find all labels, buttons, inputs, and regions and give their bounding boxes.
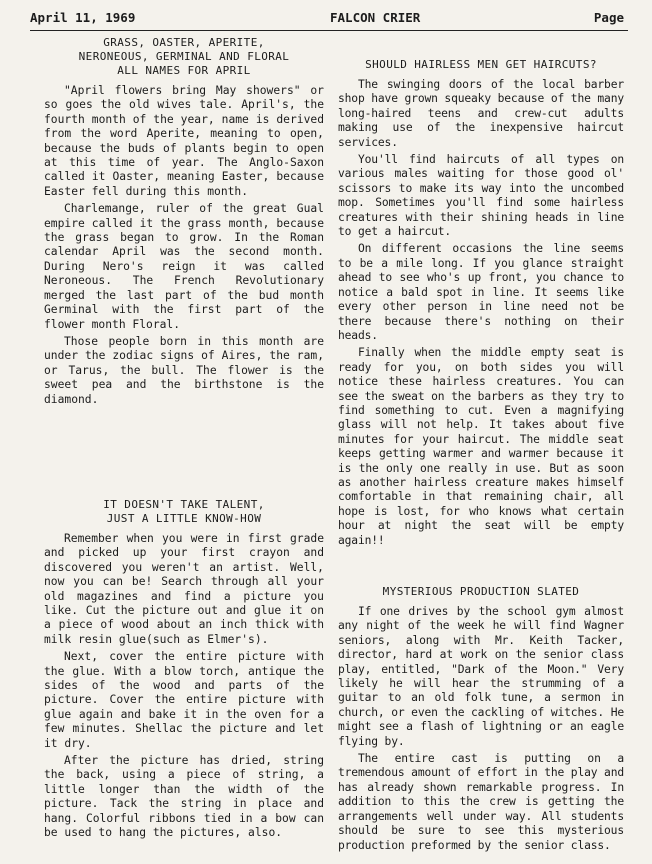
article-paragraph: "April flowers bring May showers" or so goes the old wives tale. April's, the fourth month of the year, name is derived from the word Aperite, meaning to open, because the buds of plants begin to open at this time of year. The Anglo-Saxon called it Oaster, meaning Easter, because Easter fell during this month. xyxy=(44,84,324,198)
article-paragraph: Finally when the middle empty seat is ready for you, on both sides you will notice these hairless creatures. You can see the sweat on the barbers as they try to find something to cut. Even a magnifying glass will not help. It takes about five minutes for your haircut. The middle seat keeps getting warmer and warmer because it is the only one really in use. But as soon as another hairless creature makes himself comfortable in that remaining chair, all hope is lost, for who knows what certain hour at night the seat will be empty again!! xyxy=(338,346,625,547)
article-talent xyxy=(44,498,324,841)
article-production xyxy=(338,585,624,853)
article-headline xyxy=(44,36,324,78)
headline-line: ALL NAMES FOR APRIL xyxy=(117,64,251,77)
article-paragraph: On different occasions the line seems to be a mile long. If you glance straight ahead to see who's up front, you chance to notice a bald spot in line. It seems like every other person in line need not be there because there's nothing on their heads. xyxy=(338,242,624,342)
article-paragraph: The swinging doors of the local barber shop have grown squeaky because of the many long-haired teens and crew-cut adults making use of the inexpensive haircut services. xyxy=(338,78,625,149)
article-paragraph: Remember when you were in first grade and picked up your first crayon and discovered you weren't an artist. Well, now you can be! Search through all your old magazines and find a picture you like. Cut the picture out and glue it on a piece of wood about an inch thick with milk resin glue(such as Elmer's). xyxy=(44,531,324,646)
headline-line: GRASS, OASTER, APERITE, xyxy=(103,36,265,49)
headline-line: MYSTERIOUS PRODUCTION SLATED xyxy=(382,585,580,598)
article-april-names xyxy=(44,36,324,407)
article-headline xyxy=(338,58,624,72)
article-paragraph: Charlemange, ruler of the great Gual empire called it the grass month, because the grass began to grow. In the Roman calendar April was the second month. During Nero's reign it was called Neroneous. The French Revolutionary merged the last part of the bud month Germinal with the first part of the flower month Floral. xyxy=(44,202,324,331)
headline-line: JUST A LITTLE KNOW-HOW xyxy=(106,511,262,525)
article-paragraph: If one drives by the school gym almost any night of the week he will find Wagner seniors, along with Mr. Keith Tacker, director, hard at work on the senior class play, entitled, "Dark of the Moon." Very likely he will hear the strumming of a guitar to an old folk tune, a sermon in church, or even the cackling of witches. He might see a flash of lightning or an eagle flying by. xyxy=(338,605,625,748)
newspaper-name: FALCON CRIER xyxy=(330,10,421,25)
article-headline xyxy=(338,585,624,599)
article-paragraph: You'll find haircuts of all types on various males waiting for those good ol' scissors to make its way into the uncombed mop. Sometimes you'll find some hairless creatures with their shining heads in line to get a haircut. xyxy=(338,153,624,239)
article-paragraph: After the picture has dried, string the back, using a piece of string, a little longer than the width of the picture. Tack the string in place and hang. Colorful ribbons tied in a bow can be used to hang the pictures, also. xyxy=(44,754,324,840)
article-haircuts xyxy=(338,58,624,548)
left-column xyxy=(44,36,324,843)
headline-line: SHOULD HAIRLESS MEN GET HAIRCUTS? xyxy=(365,58,597,71)
article-paragraph: The entire cast is putting on a tremendous amount of effort in the play and has already shown remarkable progress. In addition to this the crew is getting the arrangements well under way. All students should be sure to see this mysterious production preformed by the senior class. xyxy=(338,752,625,852)
page-label: Page xyxy=(593,10,624,25)
headline-line: IT DOESN'T TAKE TALENT, xyxy=(103,497,265,511)
article-headline xyxy=(44,498,324,526)
article-paragraph: Next, cover the entire picture with the glue. With a blow torch, antique the sides of the wood and parts of the picture. Cover the entire picture with glue again and bake it in the oven for a few minutes. Shellac the picture and let it dry. xyxy=(44,650,324,750)
right-column xyxy=(338,36,624,856)
headline-line: NERONEOUS, GERMINAL AND FLORAL xyxy=(78,50,290,63)
issue-date: April 11, 1969 xyxy=(30,10,136,25)
newspaper-header xyxy=(30,8,628,31)
article-paragraph: Those people born in this month are under the zodiac signs of Aires, the ram, or Tarus, the bull. The flower is the sweet pea and the birthstone is the diamond. xyxy=(44,334,324,406)
